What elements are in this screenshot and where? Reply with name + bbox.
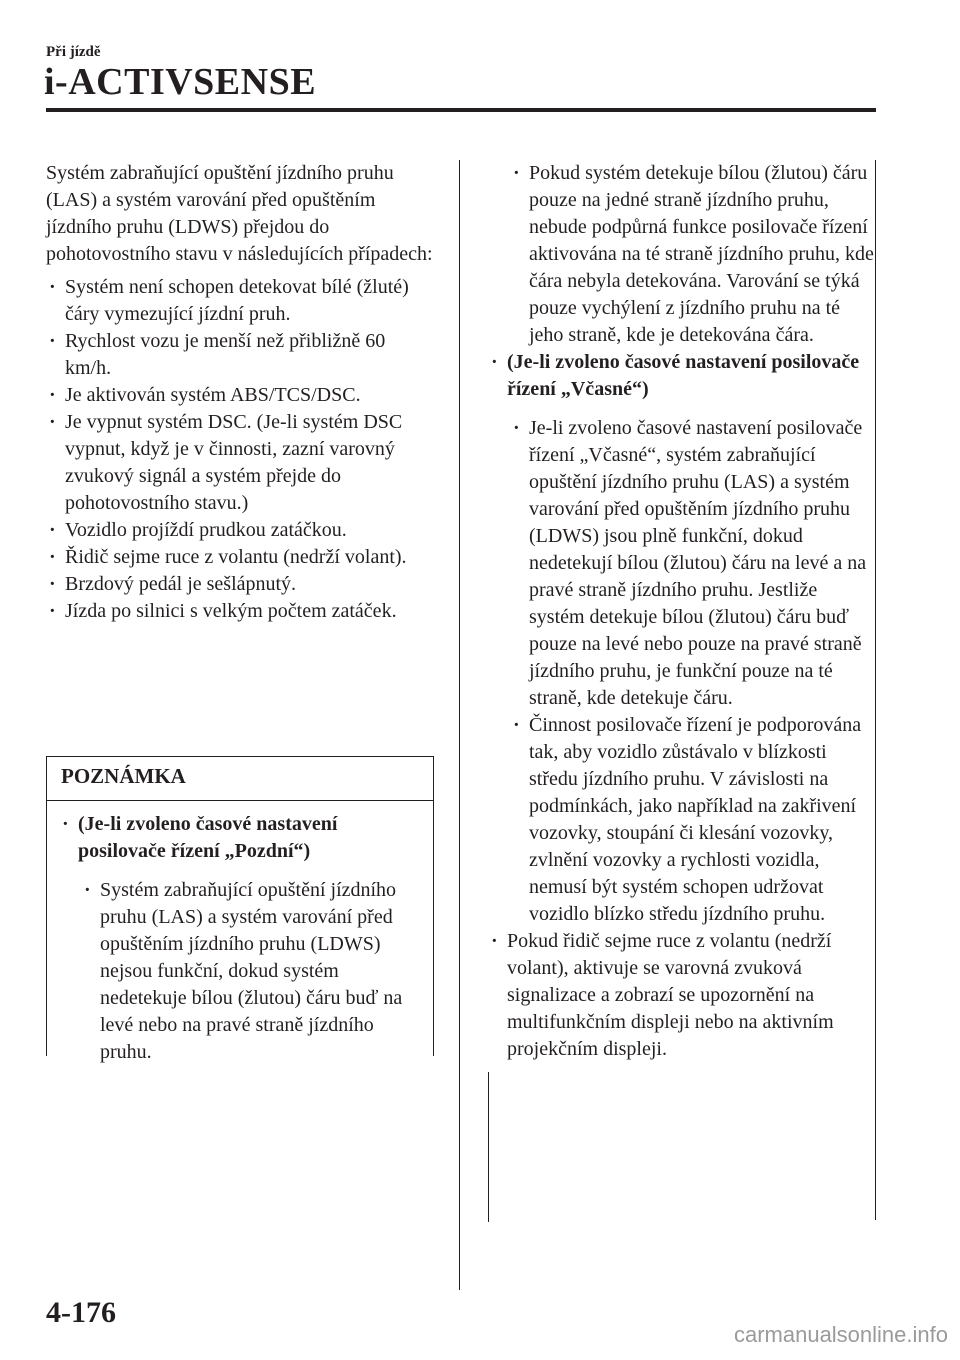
column-divider <box>459 160 460 1290</box>
list-item: · Brzdový pedál je sešlápnutý. <box>46 571 436 598</box>
left-column <box>46 160 436 625</box>
list-item: · Je vypnut systém DSC. (Je-li systém DSC vypnut, když je v činnosti, zazní varovný zvukový signál a systém přejde do pohotovostního stavu.) <box>46 409 436 517</box>
list-item: · Systém není schopen detekovat bílé (žluté) čáry vymezující jízdní pruh. <box>46 274 436 328</box>
note-sub-item: · Je-li zvoleno časové nastavení posilovače řízení „Včasné“, systém zabraňující opuštění jízdního pruhu (LAS) a systém varování před opuštěním jízdního pruhu (LDWS) jsou plně funkční, dokud nedetekují bílou (žlutou) čáru na levé a na pravé straně jízdního pruhu. Jestliže systém detekuje bílou (žlutou) čáru buď pouze na levé nebo pouze na pravé straně jízdního pruhu, je funkční pouze na té straně, kde detekuje čáru. <box>510 415 876 712</box>
note-sub-item: · Pokud systém detekuje bílou (žlutou) čáru pouze na jedné straně jízdního pruhu, nebude podpůrná funkce posilovače řízení aktivována na té straně jízdního pruhu, kde čára nebyla detekována. Varování se týká pouze vychýlení z jízdního pruhu na té jeho straně, kde je detekována čára. <box>510 160 876 349</box>
intro-paragraph: Systém zabraňující opuštění jízdního pruhu (LAS) a systém varování před opuštěním jízdního pruhu (LDWS) přejdou do pohotovostního stavu v následujících případech: <box>46 162 433 265</box>
page-number: 4-176 <box>46 1296 116 1329</box>
header-rule <box>46 108 876 112</box>
list-item: · Řidič sejme ruce z volantu (nedrží volant). <box>46 544 436 571</box>
list-item: · Je aktivován systém ABS/TCS/DSC. <box>46 382 436 409</box>
note-left-border <box>488 1072 489 1222</box>
note-heading: POZNÁMKA <box>47 756 433 801</box>
note-body <box>47 801 433 1066</box>
note-condition: · (Je-li zvoleno časové nastavení posilovače řízení „Pozdní“) <box>59 811 421 865</box>
section-label: Při jízdě <box>46 44 101 60</box>
page-title: i-ACTIVSENSE <box>44 61 317 103</box>
note-sub-item: · Činnost posilovače řízení je podporována tak, aby vozidlo zůstávalo v blízkosti středu jízdního pruhu. V závislosti na podmínkách, jako například na zakřivení vozovky, stoupání či klesání vozovky, zvlnění vozovky a rychlosti vozidla, nemusí být systém schopen udržovat vozidlo blízko středu jízdního pruhu. <box>510 712 876 928</box>
note-item: · Pokud řidič sejme ruce z volantu (nedrží volant), aktivuje se varovná zvuková signalizace a zobrazí se upozornění na multifunkčním displeji nebo na aktivním projekčním displeji. <box>488 928 876 1063</box>
right-column <box>488 160 876 1063</box>
list-item: · Vozidlo projíždí prudkou zatáčkou. <box>46 517 436 544</box>
note-sub-item: · Systém zabraňující opuštění jízdního pruhu (LAS) a systém varování před opuštěním jízdního pruhu (LDWS) nejsou funkční, dokud systém nedetekuje bílou (žlutou) čáru buď na levé nebo na pravé straně jízdního pruhu. <box>81 877 421 1066</box>
note-box <box>46 756 434 1063</box>
note-condition: · (Je-li zvoleno časové nastavení posilovače řízení „Včasné“) <box>488 349 876 403</box>
list-item: · Rychlost vozu je menší než přibližně 60 km/h. <box>46 328 436 382</box>
watermark: carmanualsonline.info <box>733 1322 948 1347</box>
list-item: · Jízda po silnici s velkým počtem zatáček. <box>46 598 436 625</box>
